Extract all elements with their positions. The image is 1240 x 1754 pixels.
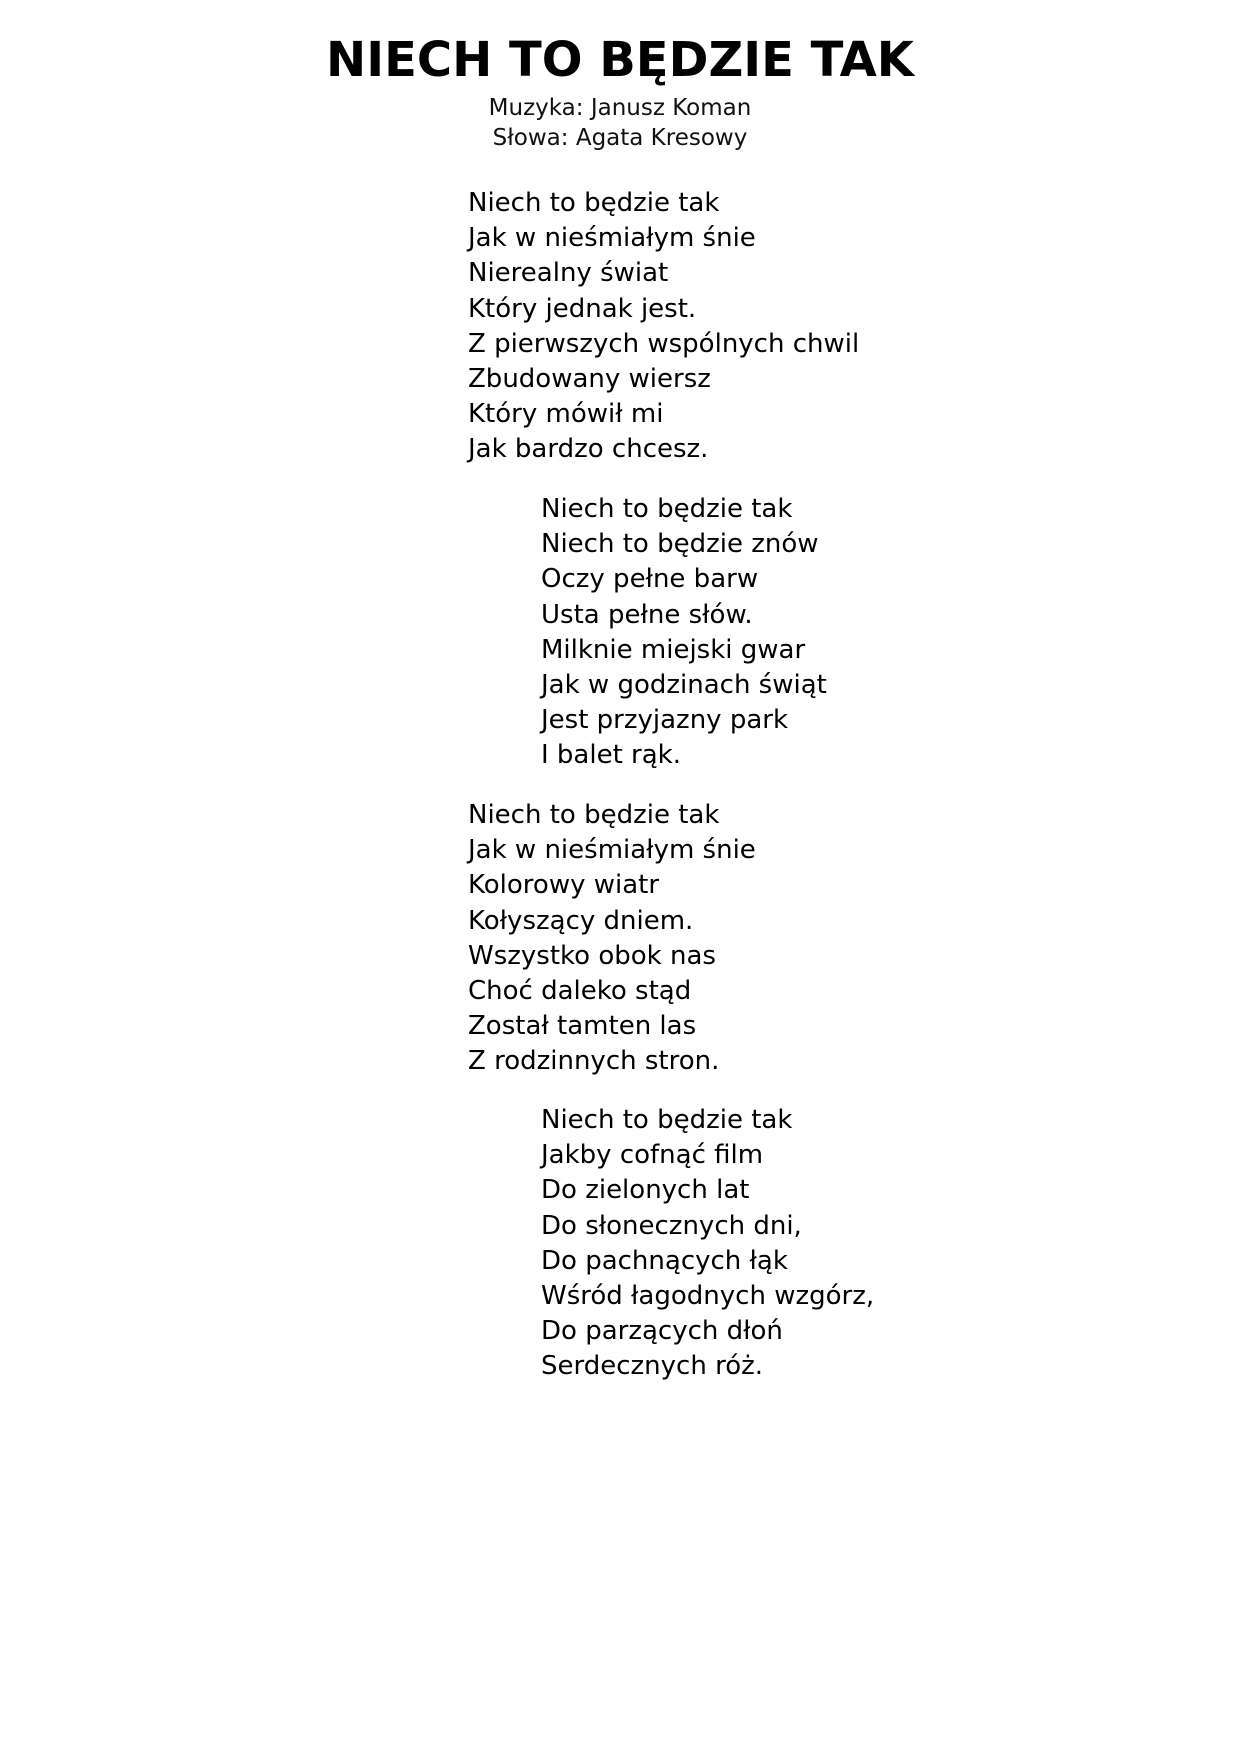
stanza-line: Choć daleko stąd (468, 976, 692, 1007)
stanza-line: Wśród łagodnych wzgórz, (541, 1281, 875, 1312)
stanza-line: Do parzących dłoń (541, 1316, 783, 1347)
stanza-line: Zbudowany wiersz (468, 364, 711, 395)
stanza-4 (541, 1103, 874, 1385)
stanza-2 (541, 492, 827, 774)
stanza-line: Jakby cofnąć film (541, 1140, 764, 1171)
stanza-line: Z rodzinnych stron. (468, 1046, 720, 1077)
stanza-line: Nierealny świat (468, 258, 669, 289)
stanza-line: Usta pełne słów. (541, 599, 753, 630)
stanza-line: Z pierwszych wspólnych chwil (468, 328, 860, 359)
stanza-line: Który jednak jest. (468, 293, 697, 324)
music-credit: Muzyka: Janusz Koman (488, 95, 752, 121)
stanza-line: Do pachnących łąk (541, 1245, 788, 1276)
stanza-line: Niech to będzie tak (541, 494, 793, 524)
stanza-line: Do słonecznych dni, (541, 1210, 802, 1241)
stanza-line: Wszystko obok nas (468, 940, 716, 971)
stanza-3 (468, 798, 756, 1080)
stanza-line: Oczy pełne barw (541, 564, 759, 595)
stanza-line: Jak w nieśmiałym śnie (468, 223, 756, 254)
stanza-line: Został tamten las (468, 1011, 697, 1042)
stanza-line: Jak w nieśmiałym śnie (468, 835, 756, 866)
stanza-line: Kołyszący dniem. (468, 905, 694, 936)
stanza-line: Serdecznych róż. (541, 1351, 764, 1382)
stanza-line: Jak bardzo chcesz. (468, 434, 709, 465)
stanza-line: Milknie miejski gwar (541, 634, 806, 665)
stanza-line: Niech to będzie znów (541, 529, 819, 560)
stanza-line: I balet rąk. (541, 740, 681, 771)
stanza-line: Jest przyjazny park (541, 705, 789, 736)
stanza-line: Niech to będzie tak (468, 800, 720, 830)
stanza-line: Kolorowy wiatr (468, 870, 660, 901)
stanza-line: Jak w godzinach świąt (541, 670, 827, 701)
song-credits (0, 93, 1240, 153)
stanza-line: Niech to będzie tak (468, 188, 720, 218)
stanza-line: Który mówił mi (468, 399, 664, 430)
stanza-line: Do zielonych lat (541, 1175, 750, 1206)
stanza-line: Niech to będzie tak (541, 1105, 793, 1135)
lyrics-credit: Słowa: Agata Kresowy (492, 125, 748, 151)
song-title: NIECH TO BĘDZIE TAK (326, 32, 914, 88)
stanza-1 (468, 186, 859, 468)
